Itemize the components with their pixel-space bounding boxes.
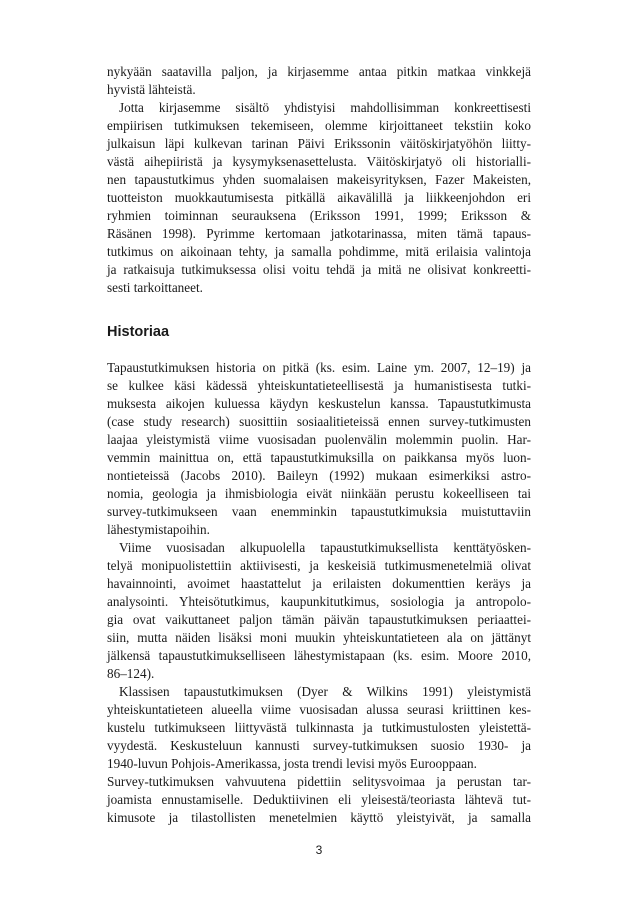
text-line: västä aihepiiristä ja kysymyksenasettelusta. Väitöskirjatyö oli historialli- [107,154,531,169]
text-line: survey-tutkimukseen vaan enemminkin tapaustutkimuksia muistuttaviin [107,504,531,519]
text-line: nen tapaustutkimus yhden suomalaisen makeisyrityksen, Fazer Makeisten, [107,172,531,187]
section-heading: Historiaa [107,324,170,340]
page-number: 3 [315,843,323,857]
text-line: vemmin mainittua on, että tapaustutkimuksilla on paikkansa myös luon- [107,450,531,465]
text-line: se kulkee käsi kädessä yhteiskuntatieteellisestä ja humanistisesta tutki- [107,378,531,393]
text-line: Jotta kirjasemme sisältö yhdistyisi mahdollisimman konkreettisesti [119,100,531,115]
text-line: Survey-tutkimuksen vahvuutena pidettiin selitysvoimaa ja perustan tar- [107,774,531,789]
text-line: Tapaustutkimuksen historia on pitkä (ks. esim. Laine ym. 2007, 12–19) ja [107,360,531,375]
text-line: Viime vuosisadan alkupuolella tapaustutkimuksellista kenttätyösken- [119,540,531,555]
text-line: gia ovat vaikuttaneet paljon tämän päivän tapaustutkimuksen periaattei- [107,612,531,627]
text-line: nontieteissä (Jacobs 2010). Baileyn (1992) mukaan esimerkiksi astro- [107,468,531,483]
text-line: jälkensä tapaustutkimukselliseen lähestymistapaan (ks. esim. Moore 2010, [107,648,531,663]
text-line: tuotteiston muokkautumisesta pitkällä aikavälillä ja liikkeenjohdon eri [107,190,531,205]
text-line: 1940-luvun Pohjois-Amerikassa, josta trendi levisi myös Eurooppaan. [107,756,477,771]
text-line: yhteiskuntatieteen alueella viime vuosisadan alussa seurasi kriittinen kes- [107,702,531,717]
text-line: Klassisen tapaustutkimuksen (Dyer & Wilkins 1991) yleistymistä [119,684,531,699]
text-line: nykyään saatavilla paljon, ja kirjasemme antaa pitkin matkaa vinkkejä [107,64,531,79]
text-line: (case study research) suosittiin sosiaalitieteissä ennen survey-tutkimusten [107,414,531,429]
text-line: kustelu tutkimukseen liittyvästä tulkinnasta ja tutkimustulosten yleistettä- [107,720,531,735]
text-line: nomia, geologia ja ihmisbiologia eivät niinkään perustu kokeelliseen tai [107,486,531,501]
text-line: julkaisun läpi kulkevan tarinan Päivi Erikssonin väitöskirjatyöhön liitty- [107,136,531,151]
text-line: joamista ennustamiselle. Deduktiivinen eli yleisestä/teoriasta lähtevä tut- [107,792,531,807]
text-line: kimusote ja tilastollisten menetelmien käyttö yleistyivät, ja samalla [107,810,531,825]
text-line: Räsänen 1998). Pyrimme kertomaan jatkotarinassa, miten tämä tapaus- [107,226,531,241]
text-line: sesti tarkoittaneet. [107,280,203,295]
text-line: havainnointi, avoimet haastattelut ja erilaisten dokumenttien keräys ja [107,576,531,591]
text-line: laajaa yleistymistä viime vuosisadan puolenvälin molemmin puolin. Har- [107,432,531,447]
text-line: siin, mutta näiden lisäksi moni muukin yhteiskuntatieteen ala on jättänyt [107,630,531,645]
text-line: lähestymistapoihin. [107,522,210,537]
text-line: empiirisen tutkimuksen tekemiseen, olemme kirjoittaneet tekstiin koko [107,118,531,133]
text-line: 86–124). [107,666,155,681]
text-line: analysointi. Yhteisötutkimus, kaupunkitutkimus, sosiologia ja antropolo- [107,594,531,609]
text-line: hyvistä lähteistä. [107,82,196,97]
text-line: ja ratkaisuja tutkimuksessa olisi voitu tehdä ja mitä ne olisivat konkreetti- [107,262,531,277]
text-line: telyä monipuolistettiin aktiivisesti, ja keskeisiä tutkimusmenetelmiä olivat [107,558,531,573]
text-line: vyydestä. Keskusteluun kannusti survey-tutkimuksen suosio 1930- ja [107,738,531,753]
text-line: muksesta aikojen kuluessa käydyn keskustelun kanssa. Tapaustutkimusta [107,396,531,411]
text-line: tutkimus on aikoinaan tehty, ja samalla pohdimme, mitä erilaisia valintoja [107,244,531,259]
text-line: ryhmien toiminnan seurauksena (Eriksson 1991, 1999; Eriksson & [107,208,531,223]
